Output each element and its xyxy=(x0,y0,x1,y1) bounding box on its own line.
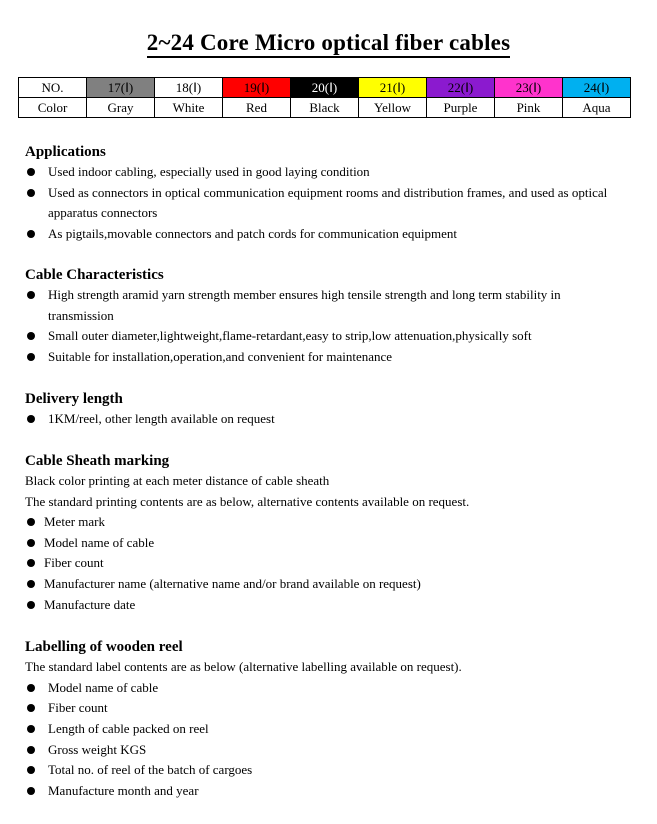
color-name-red: Red xyxy=(223,98,291,118)
characteristics-section xyxy=(25,265,628,368)
list-item: 1KM/reel, other length available on request xyxy=(25,409,628,430)
color-name-header: Color xyxy=(19,98,87,118)
color-name-aqua: Aqua xyxy=(563,98,631,118)
characteristics-heading: Cable Characteristics xyxy=(25,267,164,283)
color-name-yellow: Yellow xyxy=(359,98,427,118)
sheath-line: Black color printing at each meter distance of cable sheath xyxy=(25,473,330,488)
reel-labelling-section xyxy=(25,637,628,802)
page-title xyxy=(0,30,657,56)
sheath-marking-section xyxy=(25,451,624,616)
color-name-black: Black xyxy=(291,98,359,118)
list-item: Manufacture month and year xyxy=(25,781,628,802)
color-table-name-row xyxy=(19,98,631,118)
color-cell-header: NO. xyxy=(19,78,87,98)
color-cell-22: 22(Ⅰ) xyxy=(427,78,495,98)
color-cell-17: 17(Ⅰ) xyxy=(87,78,155,98)
color-cell-21: 21(Ⅰ) xyxy=(359,78,427,98)
list-item: Manufacturer name (alternative name and/or brand available on request) xyxy=(25,574,624,595)
list-item: Length of cable packed on reel xyxy=(25,719,628,740)
reel-heading: Labelling of wooden reel xyxy=(25,639,183,655)
list-item: Suitable for installation,operation,and convenient for maintenance xyxy=(25,347,628,368)
list-item: Gross weight KGS xyxy=(25,740,628,761)
color-name-white: White xyxy=(155,98,223,118)
applications-heading: Applications xyxy=(25,144,106,160)
list-item: Total no. of reel of the batch of cargoes xyxy=(25,760,628,781)
delivery-section xyxy=(25,389,628,430)
delivery-heading: Delivery length xyxy=(25,391,123,407)
characteristics-list xyxy=(25,285,628,368)
list-item: Model name of cable xyxy=(25,678,628,699)
list-item: Meter mark xyxy=(25,512,624,533)
color-table-number-row xyxy=(19,78,631,98)
color-cell-18: 18(Ⅰ) xyxy=(155,78,223,98)
list-item: High strength aramid yarn strength member ensures high tensile strength and long term stability in transmission xyxy=(25,285,608,326)
delivery-list xyxy=(25,409,628,430)
reel-line: The standard label contents are as below (alternative labelling available on request). xyxy=(25,659,462,674)
color-cell-24: 24(Ⅰ) xyxy=(563,78,631,98)
color-name-purple: Purple xyxy=(427,98,495,118)
list-item: As pigtails,movable connectors and patch cords for communication equipment xyxy=(25,224,628,245)
page-title-text: 2~24 Core Micro optical fiber cables xyxy=(147,30,510,58)
applications-section xyxy=(25,142,628,245)
applications-list xyxy=(25,162,628,245)
list-item: Manufacture date xyxy=(25,595,624,616)
fiber-color-table xyxy=(18,77,631,118)
list-item: Small outer diameter,lightweight,flame-retardant,easy to strip,low attenuation,physically soft xyxy=(25,326,628,347)
list-item: Used indoor cabling, especially used in good laying condition xyxy=(25,162,628,183)
sheath-line: The standard printing contents are as below, alternative contents available on request. xyxy=(25,493,470,509)
reel-list xyxy=(25,678,628,802)
color-name-pink: Pink xyxy=(495,98,563,118)
color-cell-23: 23(Ⅰ) xyxy=(495,78,563,98)
list-item: Used as connectors in optical communication equipment rooms and distribution frames, and used as optical apparatus connectors xyxy=(25,183,608,224)
list-item: Fiber count xyxy=(25,698,628,719)
list-item: Model name of cable xyxy=(25,533,624,554)
color-name-gray: Gray xyxy=(87,98,155,118)
color-cell-19: 19(Ⅰ) xyxy=(223,78,291,98)
list-item: Fiber count xyxy=(25,553,624,574)
sheath-list xyxy=(25,512,624,616)
color-cell-20: 20(Ⅰ) xyxy=(291,78,359,98)
sheath-heading: Cable Sheath marking xyxy=(25,453,170,469)
